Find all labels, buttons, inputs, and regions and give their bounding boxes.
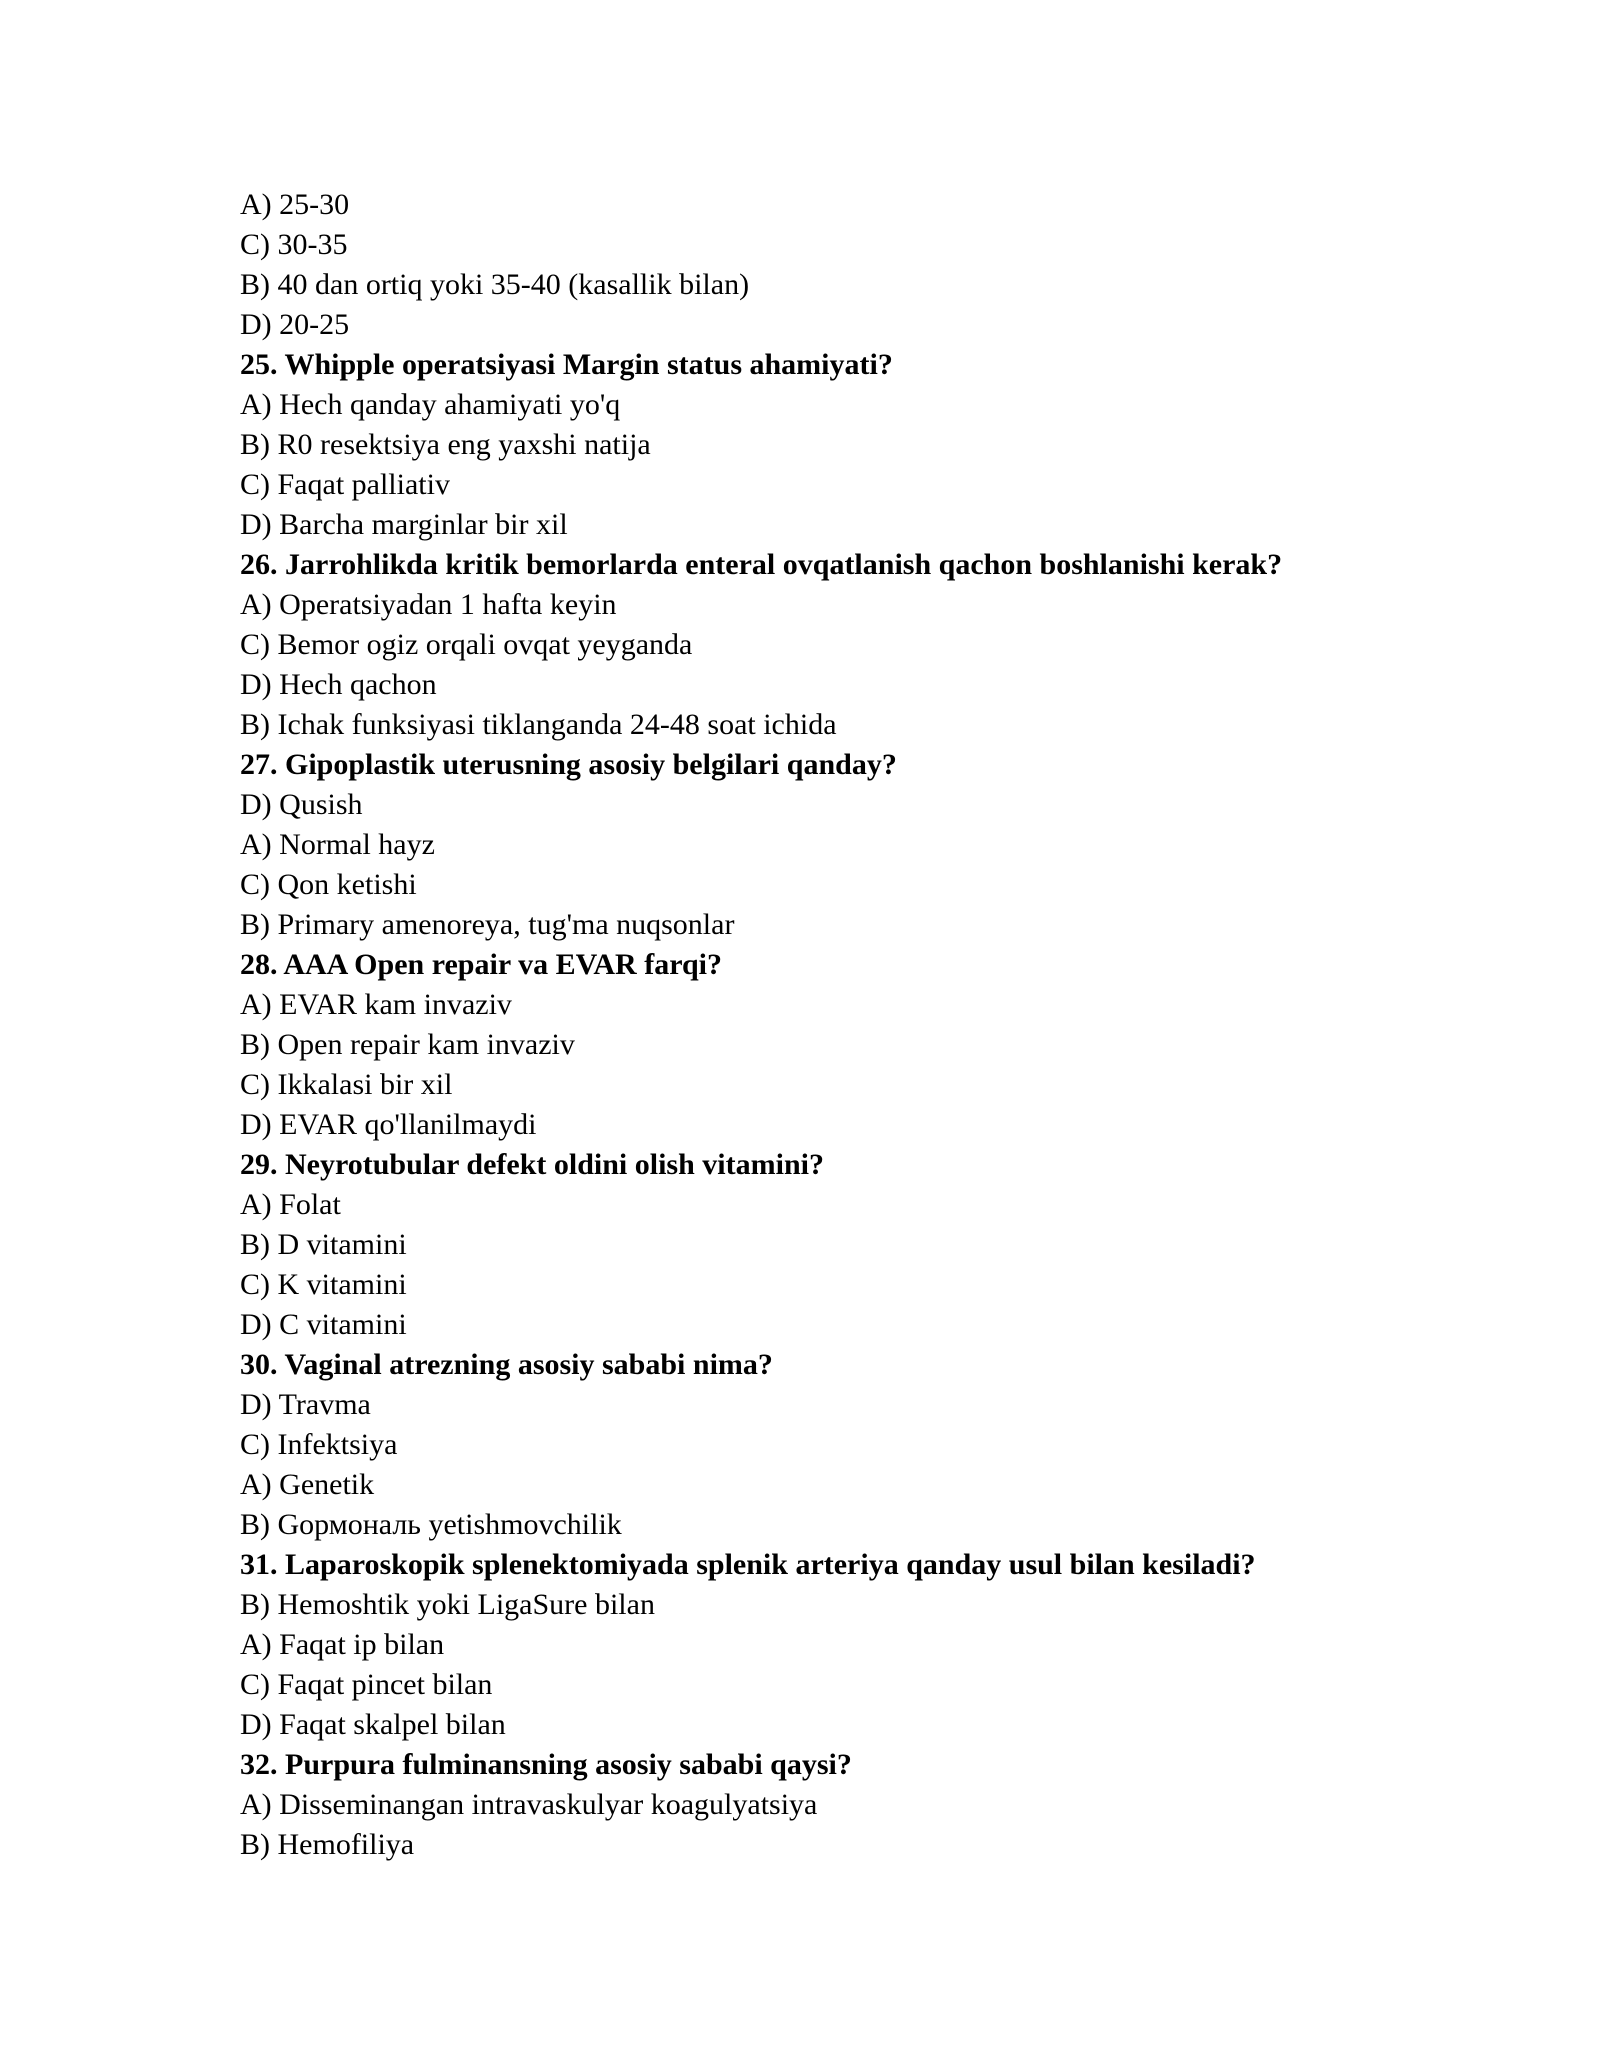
question-title: 30. Vaginal atrezning asosiy sababi nima? <box>240 1348 773 1381</box>
answer-option: D) EVAR qo'llanilmaydi <box>240 1108 537 1141</box>
question-block-28 <box>240 945 1440 1145</box>
answer-option: C) 30-35 <box>240 228 348 261</box>
question-title: 26. Jarrohlikda kritik bemorlarda enteral ovqatlanish qachon boshlanishi kerak? <box>240 548 1283 581</box>
answer-option: A) Disseminangan intravaskulyar koagulyatsiya <box>240 1788 818 1821</box>
answer-option: B) Hemoshtik yoki LigaSure bilan <box>240 1588 655 1621</box>
answer-option: A) Faqat ip bilan <box>240 1628 445 1661</box>
answer-option: D) Qusish <box>240 788 363 821</box>
answer-option: D) 20-25 <box>240 308 350 341</box>
answer-option: A) Folat <box>240 1188 341 1221</box>
answer-option: C) Qon ketishi <box>240 868 417 901</box>
answer-option: D) C vitamini <box>240 1308 407 1341</box>
question-block-30 <box>240 1345 1440 1545</box>
question-title: 28. AAA Open repair va EVAR farqi? <box>240 948 723 981</box>
answer-option: A) Normal hayz <box>240 828 435 861</box>
document-page <box>240 185 1440 1865</box>
answer-option: C) Faqat pincet bilan <box>240 1668 493 1701</box>
answer-option: A) Genetik <box>240 1468 375 1501</box>
question-title: 32. Purpura fulminansning asosiy sababi qaysi? <box>240 1748 852 1781</box>
question-title: 27. Gipoplastik uterusning asosiy belgilari qanday? <box>240 748 897 781</box>
intro-option-list <box>240 185 1440 345</box>
answer-option: A) Hech qanday ahamiyati yo'q <box>240 388 621 421</box>
answer-option: D) Travma <box>240 1388 371 1421</box>
answer-option: C) K vitamini <box>240 1268 407 1301</box>
answer-option: C) Infektsiya <box>240 1428 398 1461</box>
answer-option: C) Bemor ogiz orqali ovqat yeyganda <box>240 628 693 661</box>
answer-option: B) Gормональ yetishmovchilik <box>240 1508 622 1541</box>
answer-option: B) Ichak funksiyasi tiklanganda 24-48 soat ichida <box>240 708 837 741</box>
question-block-29 <box>240 1145 1440 1345</box>
answer-option: C) Faqat palliativ <box>240 468 450 501</box>
answer-option: C) Ikkalasi bir xil <box>240 1068 453 1101</box>
question-title: 31. Laparoskopik splenektomiyada splenik arteriya qanday usul bilan kesiladi? <box>240 1548 1256 1581</box>
answer-option: A) EVAR kam invaziv <box>240 988 512 1021</box>
answer-option: D) Barcha marginlar bir xil <box>240 508 568 541</box>
question-block-31 <box>240 1545 1440 1745</box>
answer-option: B) Open repair kam invaziv <box>240 1028 575 1061</box>
answer-option: B) D vitamini <box>240 1228 407 1261</box>
answer-option: B) 40 dan ortiq yoki 35-40 (kasallik bilan) <box>240 268 750 301</box>
question-block-27 <box>240 745 1440 945</box>
answer-option: B) R0 resektsiya eng yaxshi natija <box>240 428 651 461</box>
answer-option: D) Hech qachon <box>240 668 437 701</box>
answer-option: D) Faqat skalpel bilan <box>240 1708 506 1741</box>
answer-option: B) Primary amenoreya, tug'ma nuqsonlar <box>240 908 735 941</box>
answer-option: A) 25-30 <box>240 188 350 221</box>
question-title: 29. Neyrotubular defekt oldini olish vitamini? <box>240 1148 824 1181</box>
question-block-32 <box>240 1745 1440 1865</box>
answer-option: A) Operatsiyadan 1 hafta keyin <box>240 588 617 621</box>
question-block-26 <box>240 545 1440 745</box>
answer-option: B) Hemofiliya <box>240 1828 415 1861</box>
question-block-25 <box>240 345 1440 545</box>
question-title: 25. Whipple operatsiyasi Margin status ahamiyati? <box>240 348 893 381</box>
